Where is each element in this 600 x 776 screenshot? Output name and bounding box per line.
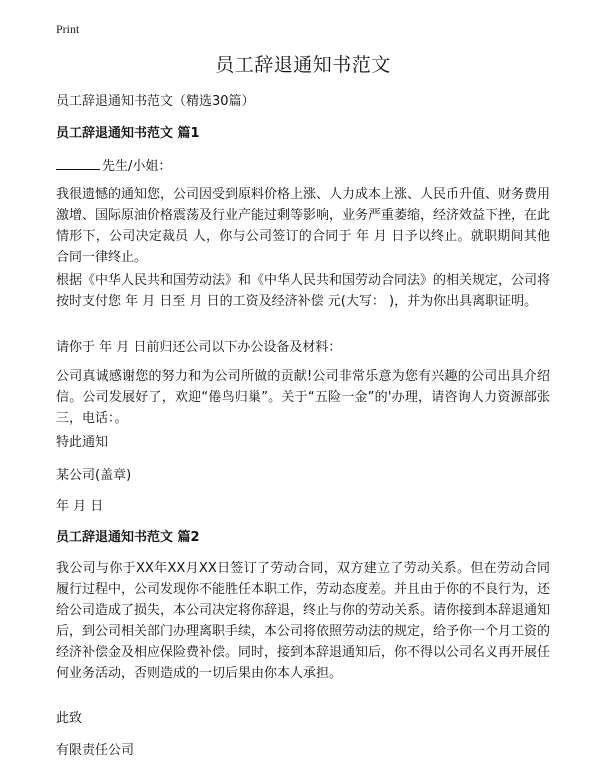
section-1-heading: 员工辞退通知书范文 篇1 bbox=[56, 126, 200, 141]
section-2-paragraph-1: 我公司与你于XX年XX月XX日签订了劳动合同，双方建立了劳动关系。但在劳动合同履行过程中，公司发现你不能胜任本职工作，劳动态度差。并且由于你的不良行为，还给公司造成了损失，本公司决定将你辞退，终止与你的劳动关系。请你接到本辞退通知后，到公司相关部门办理离职手续，本公司将依照劳动法的规定，给予你一个月工资的经济补偿金及相应保险费补偿。同时，接到本辞退通知后，你不得以公司名义再开展任何业务活动，否则造成的一切后果由你本人承担。 bbox=[56, 561, 551, 681]
closing-line: 此致 bbox=[56, 711, 83, 726]
date-line: 年 月 日 bbox=[56, 499, 104, 514]
document-title: 员工辞退通知书范文 bbox=[215, 54, 391, 76]
salutation-text: 先生/小姐： bbox=[102, 159, 172, 174]
section-1-paragraph-1: 我很遗憾的通知您，公司因受到原料价格上涨、人力成本上涨、人民币升值、财务费用激增、国际原油价格震荡及行业产能过剩等影响，业务严重萎缩，经济效益下挫，在此情形下，公司决定裁员 人，你与公司签订的合同于 年 月 日予以终止。就职期间其他合同一律终止。 bbox=[56, 187, 551, 265]
section-1-paragraph-2: 根据《中华人民共和国劳动法》和《中华人民共和国劳动合同法》的相关规定，公司将按时支付您 年 月 日至 月 日的工资及经济补偿 元(大写： )，并为你出具离职证明。 bbox=[56, 273, 551, 309]
name-blank bbox=[56, 157, 100, 170]
section-1-paragraph-4: 公司真诚感谢您的努力和为公司所做的贡献!公司非常乐意为您有兴趣的公司出具介绍信。公司发展好了，欢迎“倦鸟归巢”。关于“五险一金”的'办理，请咨询人力资源部张三，电话：。 bbox=[56, 369, 550, 426]
salutation bbox=[56, 156, 550, 177]
notice-line: 特此通知 bbox=[56, 435, 109, 450]
company-name-line: 有限责任公司 bbox=[56, 743, 135, 758]
section-1-paragraph-3: 请你于 年 月 日前归还公司以下办公设备及材料： bbox=[56, 340, 342, 355]
company-seal-line: 某公司(盖章) bbox=[56, 468, 132, 483]
print-link[interactable]: Print bbox=[56, 22, 80, 36]
section-2-heading: 员工辞退通知书范文 篇2 bbox=[56, 530, 200, 545]
document-subtitle: 员工辞退通知书范文（精选30篇） bbox=[56, 94, 255, 109]
